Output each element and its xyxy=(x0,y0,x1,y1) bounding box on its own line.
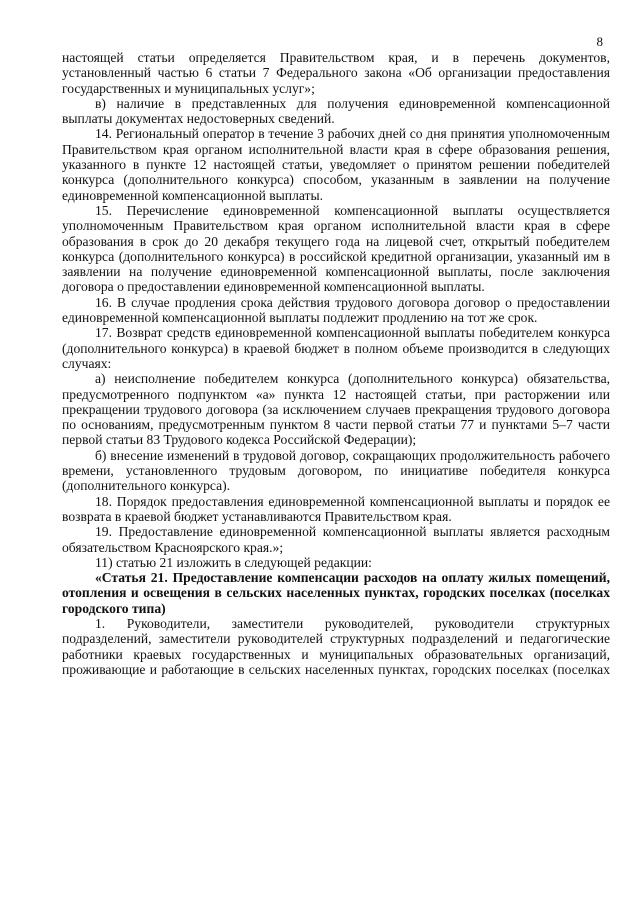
article-21-heading: «Статья 21. Предоставление компенсации расходов на оплату жилых помещений, отопления и освещения в сельских населенных пунктах, городских поселках (поселках городского типа) xyxy=(62,570,610,616)
page-number: 8 xyxy=(596,34,603,49)
paragraph-continuation: настоящей статьи определяется Правительством края, и в перечень документов, установленный частью 6 статьи 7 Федерального закона «Об организации предоставления государственных и муниципальных услуг»; xyxy=(62,50,610,96)
paragraph-16: 16. В случае продления срока действия трудового договора договор о предоставлении единовременной компенсационной выплаты подлежит продлению на тот же срок. xyxy=(62,294,610,326)
article-21-paragraph-1: 1. Руководители, заместители руководителей, руководители структурных подразделений, заместители руководителей структурных подразделений и педагогические работники краевых государственных и муниципальных образовательных организаций, проживающие и работающие в сельских населенных пунктах, городских поселках (поселках xyxy=(62,615,610,677)
paragraph-14: 14. Региональный оператор в течение 3 рабочих дней со дня принятия уполномоченным Правительством края органом исполнительной власти края в сфере образования решения, указанного в пункте 12 настоящей статьи, уведомляет о принятом решении победителей конкурса (дополнительного конкурса) способом, указанным в заявлении на получение единовременной компенсационной выплаты. xyxy=(62,126,610,203)
paragraph-15: 15. Перечисление единовременной компенсационной выплаты осуществляется уполномоченным Правительством края органом исполнительной власти края в сфере образования в срок до 20 декабря текущего года на лицевой счет, открытый победителем конкурса (дополнительного конкурса) в российской кредитной организации, указанный им в заявлении на получение единовременной компенсационной выплаты, после заключения договора о предоставлении единовременной компенсационной выплаты. xyxy=(62,202,610,295)
paragraph-19: 19. Предоставление единовременной компенсационной выплаты является расходным обязательством Красноярского края.»; xyxy=(62,524,610,555)
paragraph-item-v: в) наличие в представленных для получения единовременной компенсационной выплаты документах недостоверных сведений. xyxy=(62,95,610,127)
paragraph-18: 18. Порядок предоставления единовременной компенсационной выплаты и порядок ее возврата в краевой бюджет устанавливаются Правительством края. xyxy=(62,493,610,524)
paragraph-amendment-11: 11) статью 21 изложить в следующей редакции: xyxy=(95,554,372,570)
paragraph-17: 17. Возврат средств единовременной компенсационной выплаты победителем конкурса (дополнительного конкурса) в краевой бюджет в полном объеме производится в следующих случаях: xyxy=(62,325,610,371)
paragraph-item-b: б) внесение изменений в трудовой договор, сокращающих продолжительность рабочего времени, установленного трудовым договором, по инициативе победителя конкурса (дополнительного конкурса). xyxy=(62,447,610,494)
document-body xyxy=(62,50,610,677)
paragraph-item-a: а) неисполнение победителем конкурса (дополнительного конкурса) обязательства, предусмотренного подпунктом «а» пункта 12 настоящей статьи, при расторжении или прекращении трудового договора (за исключением случаев прекращения трудового договора по основаниям, предусмотренным пунктом 8 части первой статьи 77 и пунктами 5–7 части первой статьи 83 Трудового кодекса Российской Федерации); xyxy=(62,371,610,448)
